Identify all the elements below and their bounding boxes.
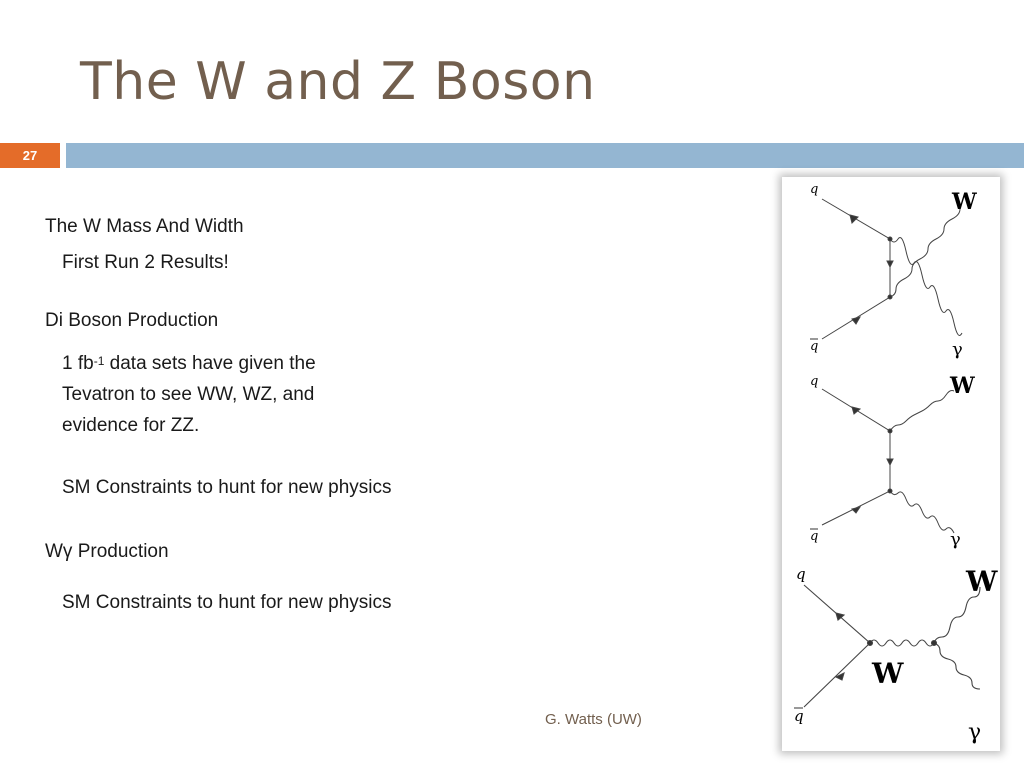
diboson-para-rest: data sets have given the — [104, 353, 316, 374]
d1-q-label: q — [810, 182, 819, 197]
d2-w-label: W — [950, 373, 975, 399]
section-heading-wgamma: Wγ Production — [45, 541, 169, 562]
d1-photon-line — [890, 238, 962, 336]
d1-w-label: W — [952, 189, 977, 215]
diboson-para-line1 — [62, 348, 316, 379]
slide-number: 27 — [0, 143, 60, 168]
feynman-diagrams — [782, 177, 1000, 751]
d2-q-label: q — [810, 374, 819, 389]
slide-title: The W and Z Boson — [80, 52, 596, 112]
d2-gamma-label: γ — [950, 529, 961, 550]
d2-w-line — [890, 391, 954, 432]
d2-qbar-label: q — [810, 529, 819, 544]
wgamma-bullet-sm: SM Constraints to hunt for new physics — [62, 592, 392, 613]
d3-q-label: q — [796, 565, 806, 583]
d3-qbar-label: q — [794, 707, 804, 725]
diboson-para-line3: evidence for ZZ. — [62, 415, 200, 436]
d3-antiquark-line — [804, 643, 870, 707]
feynman-diagram-2 — [822, 389, 954, 533]
diboson-para-line2: Tevatron to see WW, WZ, and — [62, 384, 315, 405]
d2-photon-line — [890, 491, 954, 533]
diboson-para-sup: -1 — [93, 354, 105, 368]
section-heading-diboson: Di Boson Production — [45, 310, 219, 331]
d3-w-out-label: W — [966, 565, 998, 598]
diboson-bullet-sm: SM Constraints to hunt for new physics — [62, 477, 392, 498]
feynman-diagram-1 — [822, 199, 962, 339]
d3-w-propagator-label: W — [872, 657, 904, 690]
section-heading-w-mass: The W Mass And Width — [45, 216, 244, 237]
d1-gamma-label: γ — [952, 339, 963, 360]
d3-gamma-label: γ — [968, 720, 982, 745]
d3-w-propagator — [870, 640, 934, 646]
d1-w-line — [890, 209, 960, 297]
slide-footer: G. Watts (UW) — [545, 711, 642, 728]
d1-qbar-label: q — [810, 339, 819, 354]
header-bar — [66, 143, 1024, 168]
d3-photon-line — [934, 643, 980, 689]
bullet-first-run2: First Run 2 Results! — [62, 252, 229, 273]
diboson-para-prefix: 1 fb — [62, 353, 94, 374]
